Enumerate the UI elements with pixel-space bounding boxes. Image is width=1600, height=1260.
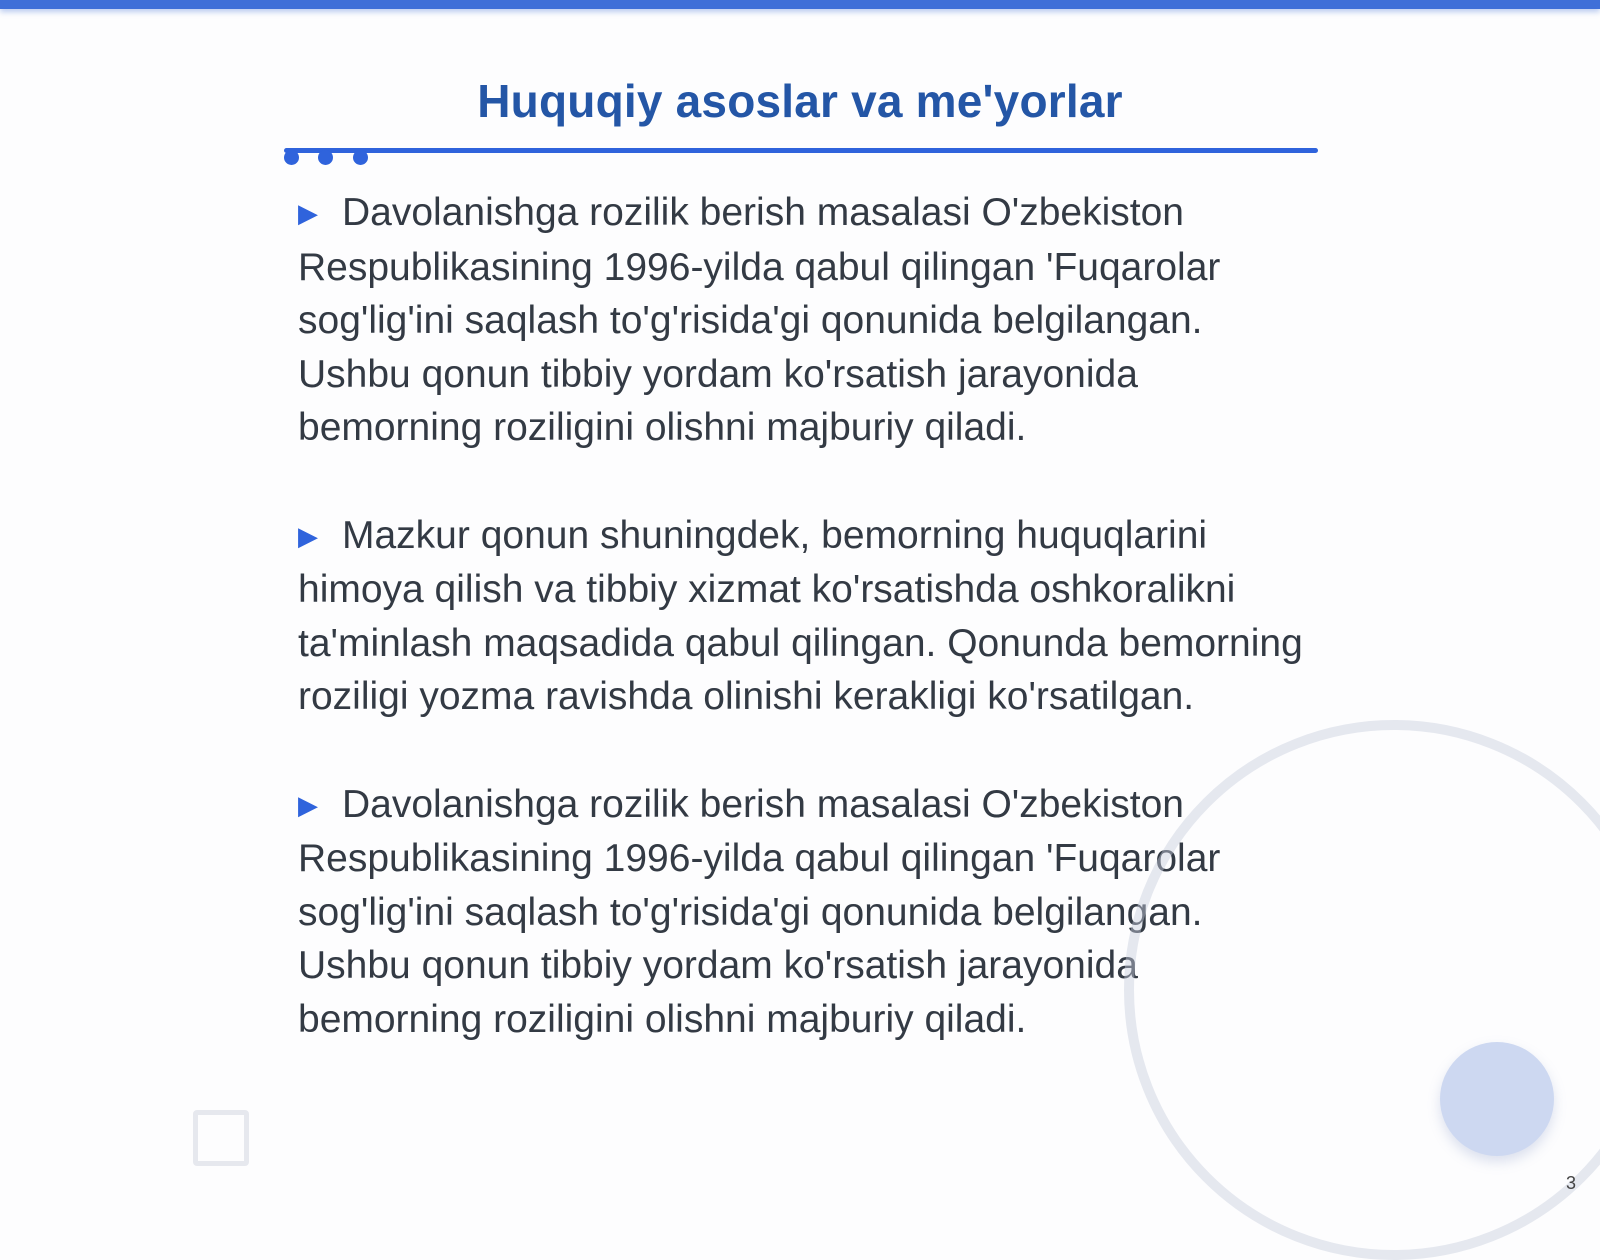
- bullet-text: Davolanishga rozilik berish masalasi O'zbekiston Respublikasining 1996-yilda qabul qilingan 'Fuqarolar sog'lig'ini saqlash to'g'risida'gi qonunida belgilangan. Ushbu qonun tibbiy yordam ko'rsatish jarayonida bemorning roziligini olishni majburiy qiladi.: [298, 191, 1221, 449]
- underline-dot: [284, 150, 299, 165]
- top-accent-bar: [0, 0, 1600, 9]
- underline-dot: [318, 150, 333, 165]
- decorative-circle: [1440, 1042, 1554, 1156]
- bullet-item: [298, 186, 1308, 455]
- bullet-item: [298, 509, 1308, 724]
- underline-dot: [353, 150, 368, 165]
- page-number: 3: [1565, 1173, 1576, 1193]
- decorative-square: [193, 1110, 249, 1166]
- bullet-text: Davolanishga rozilik berish masalasi O'zbekiston Respublikasining 1996-yilda qabul qilingan 'Fuqarolar sog'lig'ini saqlash to'g'risida'gi qonunida belgilangan. Ushbu qonun tibbiy yordam ko'rsatish jarayonida bemorning roziligini olishni majburiy qiladi.: [298, 782, 1221, 1041]
- slide-title: Huquqiy asoslar va me'yorlar: [477, 75, 1123, 127]
- title-underline: [284, 148, 1318, 153]
- bullet-text: Mazkur qonun shuningdek, bemorning huquqlarini himoya qilish va tibbiy xizmat ko'rsatishda oshkoralikni ta'minlash maqsadida qabul qilingan. Qonunda bemorning roziligi yozma ravishda olinishi kerakligi ko'rsatilgan.: [298, 513, 1303, 718]
- triangle-bullet-icon: ▶: [298, 789, 318, 820]
- triangle-bullet-icon: ▶: [298, 198, 318, 228]
- triangle-bullet-icon: ▶: [298, 520, 318, 551]
